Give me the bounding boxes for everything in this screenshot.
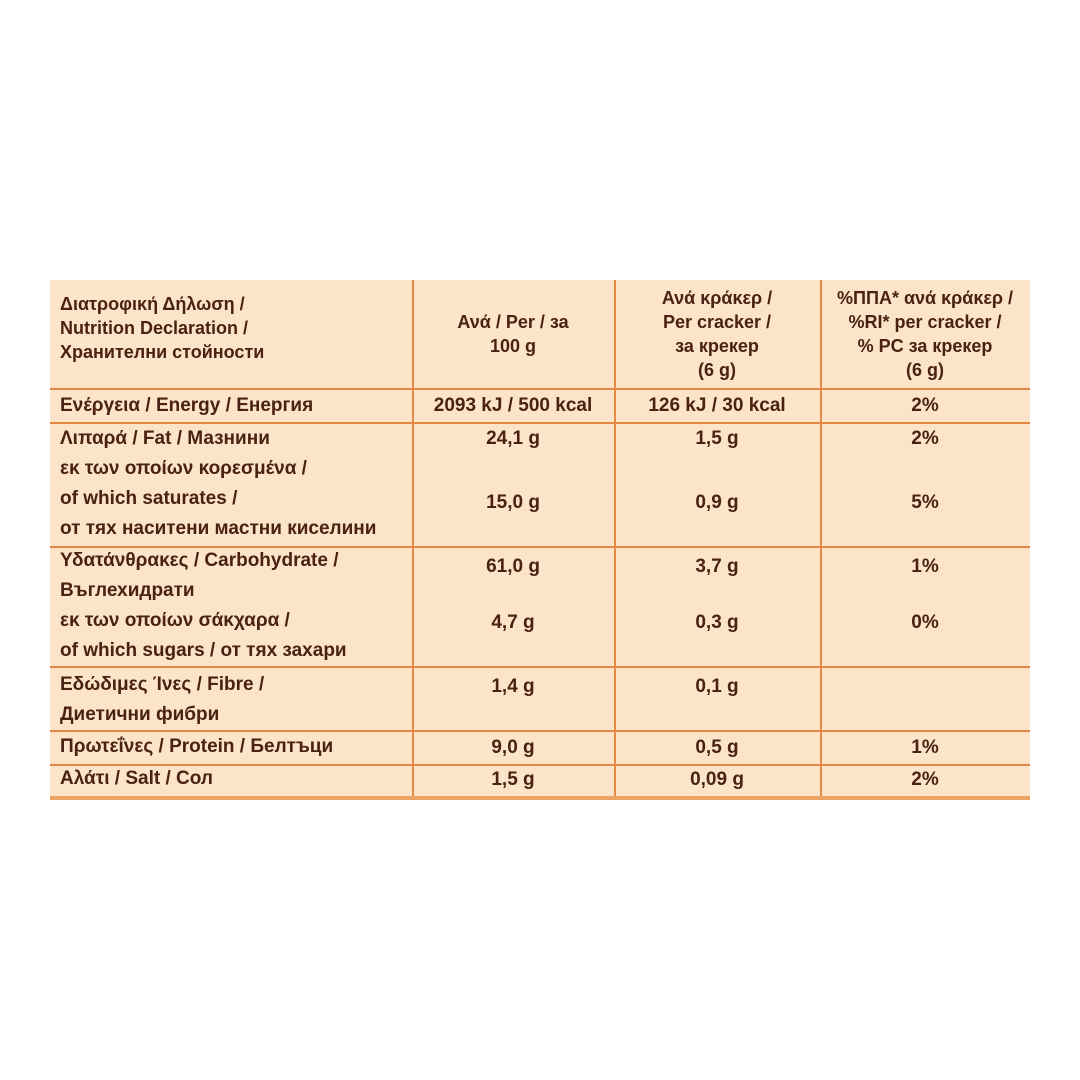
carbohydrate-label: Υδατάνθρακες / Carbohydrate / [60,550,339,571]
saturates-per-100g: 15,0 g [486,492,540,513]
protein-ri: 1% [911,737,939,758]
protein-per-cracker: 0,5 g [695,737,739,758]
carbohydrate-per-100g: 61,0 g [486,556,540,577]
saturates-per-cracker: 0,9 g [695,492,739,513]
energy-per-100g: 2093 kJ / 500 kcal [433,395,593,416]
header-ri-per-cracker: %ΠΠΑ* ανά κράκερ / %RI* per cracker / % PC за крекер (6 g) [836,288,1014,380]
saturates-label-bulgarian: от тях наситени мастни киселини [60,518,377,539]
carbohydrate-per-cracker: 3,7 g [695,556,739,577]
row-divider [50,388,1030,390]
header-per-cracker: Ανά κράκερ / Per cracker / за крекер (6 g) [661,288,773,380]
energy-per-cracker: 126 kJ / 30 kcal [648,395,786,416]
row-divider [50,666,1030,668]
saturates-label-english: of which saturates / [60,488,238,509]
fat-per-100g: 24,1 g [486,428,540,449]
energy-label: Ενέργεια / Energy / Енергия [60,395,314,416]
nutrition-table [50,280,1030,800]
saturates-ri: 5% [911,492,939,513]
fibre-per-cracker: 0,1 g [695,676,739,697]
salt-label: Αλάτι / Salt / Сол [60,768,213,789]
carbohydrate-label-bulgarian: Въглехидрати [60,580,195,601]
protein-per-100g: 9,0 g [491,737,535,758]
fibre-label: Εδώδιμες Ίνες / Fibre / [60,674,265,695]
header-per-100g: Ανά / Per / за 100 g [457,312,569,356]
fat-label: Λιπαρά / Fat / Мазнини [60,428,270,449]
fat-per-cracker: 1,5 g [695,428,739,449]
protein-label: Πρωτεΐνες / Protein / Белтъци [60,736,334,757]
sugars-label: of which sugars / от тях захари [60,640,347,661]
sugars-label-greek: εκ των οποίων σάκχαρα / [60,610,290,631]
carbohydrate-ri: 1% [911,556,939,577]
energy-ri: 2% [911,395,939,416]
salt-per-100g: 1,5 g [491,769,535,790]
fibre-per-100g: 1,4 g [491,676,535,697]
sugars-per-cracker: 0,3 g [695,612,739,633]
sugars-per-100g: 4,7 g [491,612,535,633]
salt-ri: 2% [911,769,939,790]
fibre-label-bulgarian: Диетични фибри [60,704,220,725]
sugars-ri: 0% [911,612,939,633]
saturates-label-greek: εκ των οποίων κορεσμένα / [60,458,307,479]
salt-per-cracker: 0,09 g [690,769,744,790]
header-nutrition-declaration: Διατροφική Δήλωση / Nutrition Declaration / Хранителни стойности [60,294,265,362]
fat-ri: 2% [911,428,939,449]
